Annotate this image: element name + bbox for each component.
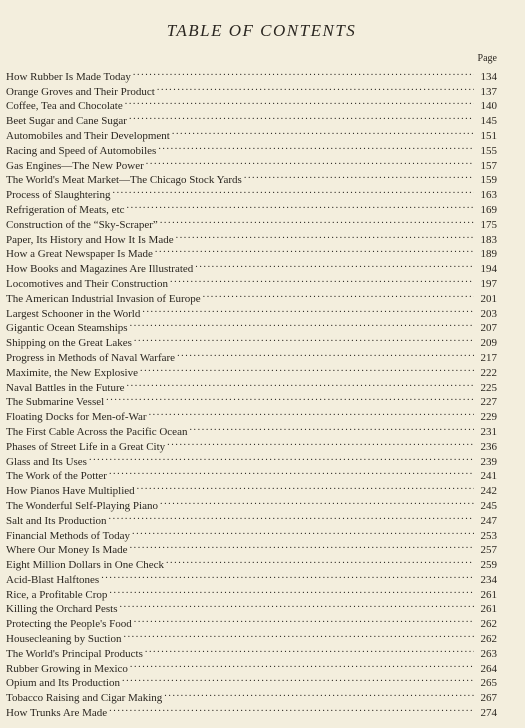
dot-leader [146, 154, 474, 169]
toc-entry-title: Refrigeration of Meats, etc [6, 203, 125, 216]
toc-entry-title: Shipping on the Great Lakes [6, 337, 132, 350]
toc-entry-page: 194 [480, 263, 497, 276]
toc-entry-page: 263 [480, 647, 497, 660]
toc-entry-title: Eight Million Dollars in One Check [6, 559, 164, 572]
toc-entry-title: How Rubber Is Made Today [6, 70, 131, 83]
dot-leader [127, 198, 474, 213]
toc-entry-page: 259 [480, 559, 497, 572]
toc-entry-page: 229 [480, 411, 497, 424]
toc-entry-title: Protecting the People's Food [6, 618, 132, 631]
dot-leader [106, 391, 474, 406]
toc-entry-page: 209 [480, 337, 497, 350]
dot-leader [129, 109, 474, 124]
dot-leader [170, 272, 474, 287]
toc-entry-title: Rice, a Profitable Crop [6, 588, 108, 601]
dot-leader [142, 302, 474, 317]
toc-entry-page: 264 [480, 662, 497, 675]
toc-entry-page: 227 [480, 396, 497, 409]
dot-leader [109, 701, 474, 716]
toc-entry-title: Orange Groves and Their Product [6, 85, 155, 98]
dot-leader [203, 287, 474, 302]
toc-entry-page: 257 [480, 544, 497, 557]
toc-entry-page: 274 [480, 707, 497, 720]
toc-entry-title: Where Our Money Is Made [6, 544, 128, 557]
dot-leader [123, 627, 474, 642]
toc-entry-page: 245 [480, 499, 497, 512]
toc-entry-page: 239 [480, 455, 497, 468]
toc-entry-title: Financial Methods of Today [6, 529, 130, 542]
dot-leader [109, 583, 474, 598]
dot-leader [109, 465, 474, 480]
toc-entry-title: How Trunks Are Made [6, 707, 108, 720]
dot-leader [134, 331, 474, 346]
toc-entry-title: Floating Docks for Men-of-War [6, 411, 147, 424]
dot-leader [145, 642, 474, 657]
dot-leader [130, 657, 474, 672]
toc-entry-page: 247 [480, 514, 497, 527]
dot-leader [122, 672, 474, 687]
dot-leader [157, 80, 474, 95]
toc-entry-page: 261 [480, 588, 497, 601]
toc-entry-title: The First Cable Across the Pacific Ocean [6, 425, 188, 438]
toc-entry-page: 203 [480, 307, 497, 320]
toc-entry-title: Phases of Street Life in a Great City [6, 440, 166, 453]
toc-entry-title: How a Great Newspaper Is Made [6, 248, 153, 261]
toc-entry-page: 201 [480, 292, 497, 305]
toc-entry-title: Housecleaning by Suction [6, 633, 122, 646]
toc-entry-page: 145 [480, 115, 497, 128]
dot-leader [120, 598, 474, 613]
page-column-header: Page [477, 53, 497, 64]
toc-entry-title: Process of Slaughtering [6, 189, 111, 202]
toc-entry-title: Killing the Orchard Pests [6, 603, 118, 616]
toc-entry-title: Progress in Methods of Naval Warfare [6, 351, 176, 364]
toc-entry [6, 65, 497, 83]
toc-entry-page: 242 [480, 485, 497, 498]
toc-entry-page: 261 [480, 603, 497, 616]
toc-entry-page: 155 [480, 144, 497, 157]
dot-leader [101, 568, 474, 583]
toc-entry-page: 236 [480, 440, 497, 453]
dot-leader [164, 686, 474, 701]
dot-leader [125, 95, 474, 110]
toc-entry-title: Racing and Speed of Automobiles [6, 144, 157, 157]
toc-entry-title: The Work of the Potter [6, 470, 107, 483]
dot-leader [112, 183, 474, 198]
dot-leader [244, 169, 474, 184]
toc-entry-page: 197 [480, 277, 497, 290]
toc-entry-title: How Books and Magazines Are Illustrated [6, 263, 194, 276]
dot-leader [158, 139, 474, 154]
toc-entry-page: 225 [480, 381, 497, 394]
toc-entry-page: 265 [480, 677, 497, 690]
toc-entry-page: 137 [480, 85, 497, 98]
toc-entry-title: The World's Meat Market—The Chicago Stock Yards [6, 174, 242, 187]
toc-entry-page: 189 [480, 248, 497, 261]
toc-entry-page: 241 [480, 470, 497, 483]
toc-entry-page: 253 [480, 529, 497, 542]
toc-entry-title: The American Industrial Invasion of Europe [6, 292, 201, 305]
toc-entry-page: 134 [480, 70, 497, 83]
dot-leader [176, 228, 474, 243]
toc-entry-title: Acid-Blast Halftones [6, 573, 100, 586]
dot-leader [195, 257, 474, 272]
dot-leader [155, 243, 474, 258]
dot-leader [166, 553, 474, 568]
dot-leader [130, 539, 474, 554]
toc-entry-title: Salt and Its Production [6, 514, 107, 527]
dot-leader [189, 420, 474, 435]
toc-entry-title: Paper, Its History and How It Is Made [6, 233, 174, 246]
toc-entry-page: 140 [480, 100, 497, 113]
dot-leader [134, 612, 474, 627]
toc-entry-title: How Pianos Have Multiplied [6, 485, 135, 498]
dot-leader [160, 494, 474, 509]
toc-entry-page: 217 [480, 351, 497, 364]
toc-entry-title: The World's Principal Products [6, 647, 143, 660]
toc-entry-page: 159 [480, 174, 497, 187]
toc-entry-page: 169 [480, 203, 497, 216]
dot-leader [132, 524, 474, 539]
toc-entry-title: Gas Engines—The New Power [6, 159, 144, 172]
toc-entry-title: Coffee, Tea and Chocolate [6, 100, 123, 113]
toc-entry-page: 222 [480, 366, 497, 379]
toc-entry-title: Tobacco Raising and Cigar Making [6, 692, 163, 705]
dot-leader [172, 124, 474, 139]
toc-entry-title: Largest Schooner in the World [6, 307, 141, 320]
toc-entry-page: 262 [480, 633, 497, 646]
toc-list [6, 65, 497, 720]
toc-entry-title: The Submarine Vessel [6, 396, 105, 409]
toc-entry-title: Naval Battles in the Future [6, 381, 125, 394]
toc-entry-title: The Wonderful Self-Playing Piano [6, 499, 158, 512]
toc-entry-page: 267 [480, 692, 497, 705]
toc-entry-page: 175 [480, 218, 497, 231]
dot-leader [133, 65, 474, 80]
toc-entry-page: 151 [480, 129, 497, 142]
toc-entry-page: 183 [480, 233, 497, 246]
dot-leader [130, 317, 474, 332]
dot-leader [177, 346, 474, 361]
toc-entry-title: Opium and Its Production [6, 677, 120, 690]
dot-leader [167, 435, 474, 450]
dot-leader [127, 376, 474, 391]
toc-entry-title: Beet Sugar and Cane Sugar [6, 115, 127, 128]
dot-leader [149, 405, 474, 420]
dot-leader [137, 479, 474, 494]
dot-leader [140, 361, 474, 376]
toc-entry-page: 157 [480, 159, 497, 172]
toc-entry-title: Glass and Its Uses [6, 455, 87, 468]
toc-entry-title: Locomotives and Their Construction [6, 277, 169, 290]
toc-entry-title: Automobiles and Their Development [6, 129, 170, 142]
toc-entry-title: Gigantic Ocean Steamships [6, 322, 128, 335]
toc-entry-title: Construction of the “Sky-Scraper” [6, 218, 158, 231]
toc-entry-page: 262 [480, 618, 497, 631]
page-title: TABLE OF CONTENTS [166, 21, 357, 40]
toc-entry-title: Rubber Growing in Mexico [6, 662, 128, 675]
toc-entry-title: Maximite, the New Explosive [6, 366, 138, 379]
toc-entry-page: 234 [480, 573, 497, 586]
toc-entry-page: 231 [480, 425, 497, 438]
dot-leader [89, 450, 474, 465]
toc-entry-page: 163 [480, 189, 497, 202]
dot-leader [160, 213, 474, 228]
dot-leader [109, 509, 474, 524]
toc-entry-page: 207 [480, 322, 497, 335]
